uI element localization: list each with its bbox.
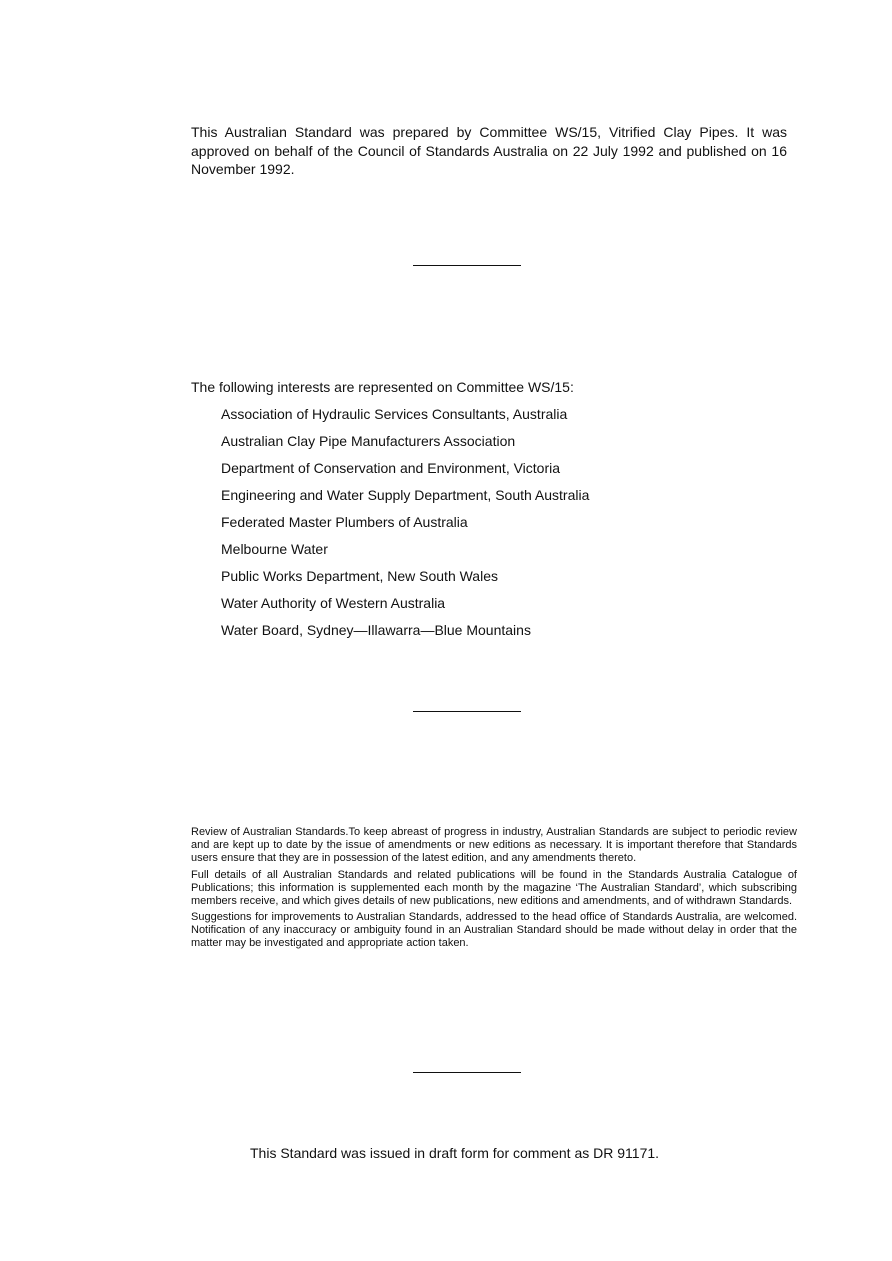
review-paragraph bbox=[191, 826, 797, 865]
interest-item: Australian Clay Pipe Manufacturers Association bbox=[221, 433, 516, 449]
section-divider bbox=[413, 711, 521, 712]
interest-item: Engineering and Water Supply Department, South Australia bbox=[221, 487, 590, 503]
catalogue-paragraph: Full details of all Australian Standards and related publications will be found in the Standards Australia Catalogue of Publications; this information is supplemented each month by the magazine ‘The Australian Standard’, which subscribing members receive, and which gives details of new publications, new editions and amendments, and of withdrawn Standards. bbox=[191, 868, 797, 907]
section-divider bbox=[413, 1072, 521, 1073]
interest-item: Department of Conservation and Environment, Victoria bbox=[221, 460, 561, 476]
committee-interests bbox=[191, 378, 787, 648]
interests-heading: The following interests are represented on Committee WS/15: bbox=[191, 379, 574, 395]
interest-item: Public Works Department, New South Wales bbox=[221, 568, 498, 584]
interest-item: Association of Hydraulic Services Consultants, Australia bbox=[221, 406, 568, 422]
standards-notes bbox=[191, 826, 797, 954]
preparation-statement: This Australian Standard was prepared by Committee WS/15, Vitrified Clay Pipes. It was approved on behalf of the Council of Standards Australia on 22 July 1992 and published on 16 November 1992. bbox=[191, 124, 787, 177]
review-text: To keep abreast of progress in industry, Australian Standards are subject to periodic review and are kept up to date by the issue of amendments or new editions as necessary. It is important therefore that Standards users ensure that they are in possession of the latest edition, and any amendments thereto. bbox=[191, 826, 797, 864]
suggestions-paragraph: Suggestions for improvements to Australian Standards, addressed to the head office of Standards Australia, are welcomed. Notification of any inaccuracy or ambiguity found in an Australian Standard should be made without delay in order that the matter may be investigated and appropriate action taken. bbox=[191, 911, 797, 950]
interest-item: Water Board, Sydney—Illawarra—Blue Mountains bbox=[221, 622, 531, 638]
interests-list bbox=[191, 405, 787, 639]
interest-item: Melbourne Water bbox=[221, 541, 328, 557]
interest-item: Federated Master Plumbers of Australia bbox=[221, 514, 468, 530]
section-divider bbox=[413, 265, 521, 266]
review-heading: Review of Australian Standards. bbox=[191, 826, 349, 838]
interest-item: Water Authority of Western Australia bbox=[221, 595, 446, 611]
draft-note: This Standard was issued in draft form for comment as DR 91171. bbox=[250, 1145, 660, 1161]
